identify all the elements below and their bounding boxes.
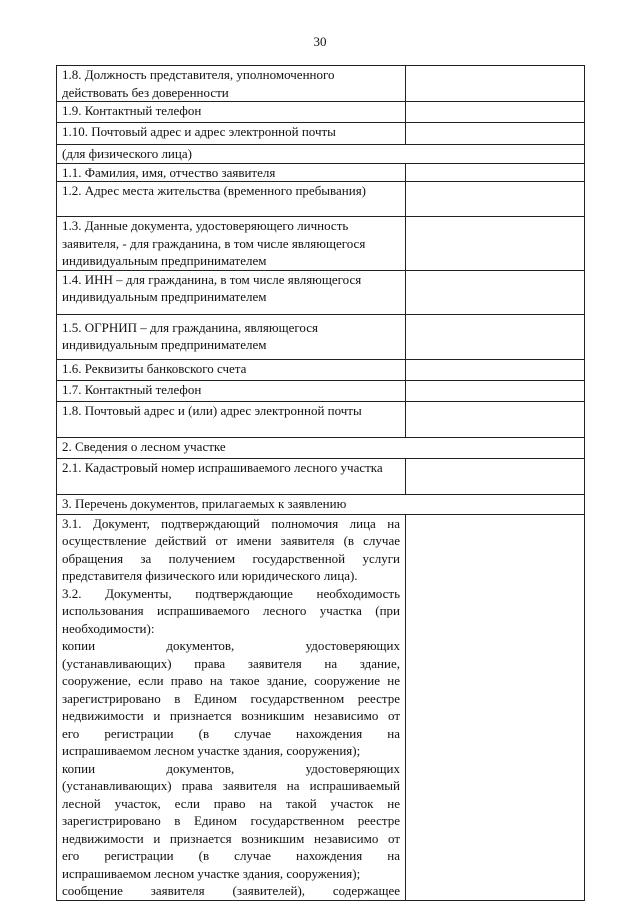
row-value-postal-email[interactable] xyxy=(406,123,585,145)
documents-list xyxy=(57,514,406,900)
row-label-contact-phone: 1.9. Контактный телефон xyxy=(57,102,406,123)
subheader-individual: (для физического лица) xyxy=(57,145,585,164)
doc-line: зарегистрировано в Едином государственном реестре xyxy=(62,690,400,706)
doc-line: недвижимости и признается возникшим независимо от xyxy=(62,708,400,723)
row-value-postal-email-individual[interactable] xyxy=(406,401,585,437)
application-form-table xyxy=(56,65,585,901)
doc-line: его регистрации (в случае нахождения на xyxy=(62,725,400,741)
table-row xyxy=(57,514,585,900)
row-label-full-name: 1.1. Фамилия, имя, отчество заявителя xyxy=(57,163,406,182)
table-row xyxy=(57,123,585,145)
doc-line: необходимости): xyxy=(62,620,155,636)
row-label-contact-phone-individual: 1.7. Контактный телефон xyxy=(57,380,406,401)
doc-line: зарегистрировано в Едином государственном реестре xyxy=(62,813,400,828)
row-value-contact-phone-individual[interactable] xyxy=(406,380,585,401)
row-value-ogrnip[interactable] xyxy=(406,314,585,359)
table-row xyxy=(57,270,585,314)
doc-line: 3.1. Документ, подтверждающий полномочия лица на xyxy=(62,515,400,531)
table-row xyxy=(57,458,585,494)
table-row xyxy=(57,66,585,102)
section-header-row xyxy=(57,437,585,458)
doc-line: представителя физического или юридического лица). xyxy=(62,568,358,583)
row-label-postal-email-individual: 1.8. Почтовый адрес и (или) адрес электронной почты xyxy=(57,401,406,437)
doc-line: осуществление действий от имени заявителя (в случае xyxy=(62,533,400,548)
page-number: 30 xyxy=(313,34,327,49)
doc-line: копии документов, удостоверяющих xyxy=(62,760,400,776)
row-label-residence-address: 1.2. Адрес места жительства (временного пребывания) xyxy=(57,182,406,217)
row-label-postal-email: 1.10. Почтовый адрес и адрес электронной почты xyxy=(57,123,406,145)
row-label-inn: 1.4. ИНН – для гражданина, в том числе являющегося индивидуальным предпринимателем xyxy=(57,270,406,314)
doc-line: обращения за получением государственной услуги xyxy=(62,550,400,566)
doc-line: (устанавливающих) права заявителя на здание, xyxy=(62,655,400,671)
doc-line: его регистрации (в случае нахождения на xyxy=(62,848,400,863)
doc-line: испрашиваемом лесном участке здания, сооружения); xyxy=(62,743,361,758)
row-label-representative-position: 1.8. Должность представителя, уполномоченного действовать без доверенности xyxy=(57,66,406,102)
table-row xyxy=(57,380,585,401)
table-row xyxy=(57,163,585,182)
subheader-row xyxy=(57,145,585,164)
doc-line: лесной участок, если право на такой участок не xyxy=(62,795,400,811)
row-value-representative-position[interactable] xyxy=(406,66,585,102)
row-value-bank-details[interactable] xyxy=(406,359,585,380)
row-value-residence-address[interactable] xyxy=(406,182,585,217)
row-value-contact-phone[interactable] xyxy=(406,102,585,123)
row-value-cadastral-number[interactable] xyxy=(406,458,585,494)
doc-line: копии документов, удостоверяющих xyxy=(62,638,400,653)
row-value-documents[interactable] xyxy=(406,514,585,900)
table-row xyxy=(57,401,585,437)
row-label-bank-details: 1.6. Реквизиты банковского счета xyxy=(57,359,406,380)
row-label-cadastral-number: 2.1. Кадастровый номер испрашиваемого лесного участка xyxy=(57,458,406,494)
row-value-inn[interactable] xyxy=(406,270,585,314)
doc-line: сообщение заявителя (заявителей), содержащее xyxy=(62,883,400,898)
table-row xyxy=(57,359,585,380)
table-row xyxy=(57,102,585,123)
section-header-row xyxy=(57,494,585,514)
doc-line: (устанавливающих) права заявителя на испрашиваемый xyxy=(62,778,400,793)
doc-line: сооружение, если право на такое здание, сооружение не xyxy=(62,673,400,688)
section-3-title: 3. Перечень документов, прилагаемых к заявлению xyxy=(57,494,585,514)
section-2-title: 2. Сведения о лесном участке xyxy=(57,437,585,458)
table-row xyxy=(57,182,585,217)
table-row xyxy=(57,217,585,271)
row-value-full-name[interactable] xyxy=(406,163,585,182)
doc-line: недвижимости и признается возникшим независимо от xyxy=(62,830,400,846)
doc-line: использования испрашиваемого лесного участка (при xyxy=(62,603,400,618)
row-label-identity-document: 1.3. Данные документа, удостоверяющего личность заявителя, - для гражданина, в том числе являющегося индивидуальным предпринимателем xyxy=(57,217,406,271)
row-label-ogrnip: 1.5. ОГРНИП – для гражданина, являющегося индивидуальным предпринимателем xyxy=(57,314,406,359)
doc-line: 3.2. Документы, подтверждающие необходимость xyxy=(62,585,400,601)
table-row xyxy=(57,314,585,359)
row-value-identity-document[interactable] xyxy=(406,217,585,271)
doc-line: испрашиваемом лесном участке здания, сооружения); xyxy=(62,865,361,881)
